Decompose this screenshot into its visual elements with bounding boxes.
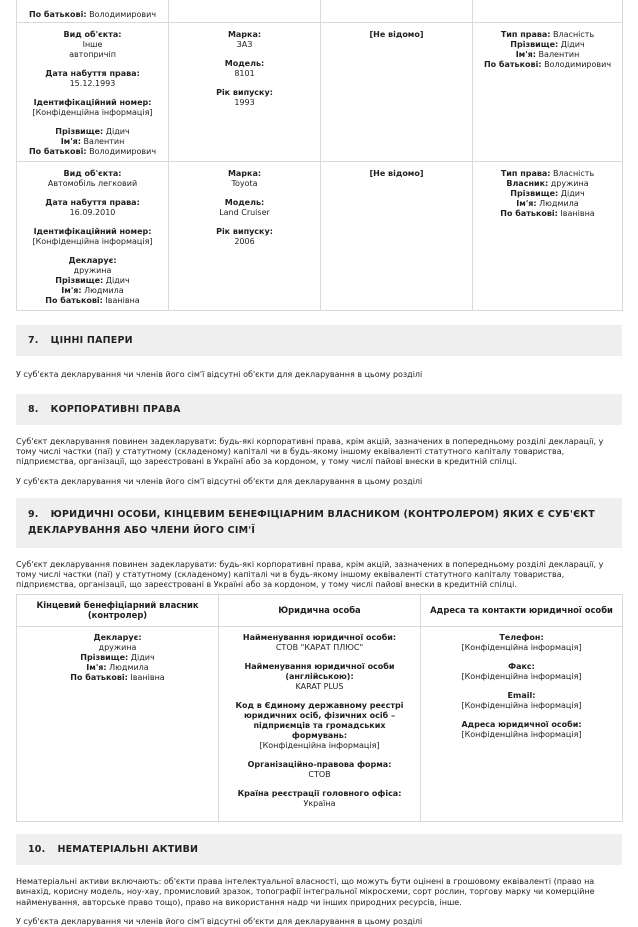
field-label: Дата набуття права: xyxy=(45,198,140,207)
field-value: дружина xyxy=(98,642,137,652)
vehicle-cell xyxy=(169,162,321,311)
field-value: 8101 xyxy=(234,69,255,78)
rights-field: Прізвище: Дідич xyxy=(510,189,585,198)
section-10-intro: Нематеріальні активи включають: об'єкти права інтелектуальної власності, що можуть бути оцінені в грошовому еквіваленті (право на винахід, корисну модель, ноу-хау, промисловий зразок, топографії інтегральної мікросхеми, сорт рослин, торгову марку чи комерційне найменування, авторське право тощо), право на використання надр чи інших природних ресурсів, інше. xyxy=(16,876,595,907)
person-field: Прізвище: Дідич xyxy=(80,652,155,662)
rights-field: Ім'я: Валентин xyxy=(515,50,580,59)
field-label: Код в Єдиному державному реєстрі юридичних осіб, фізичних осіб – підприємців та громадських формувань: xyxy=(235,700,404,740)
field-value: [Конфіденційна інформація] xyxy=(32,237,153,246)
field-label: Організаційно-правова форма: xyxy=(247,759,392,769)
field-label: Модель: xyxy=(224,59,265,68)
vehicle-cell xyxy=(169,23,321,162)
field-label: Вид об'єкта: xyxy=(63,30,122,39)
rights-cell xyxy=(473,162,623,311)
field-value: ЗАЗ xyxy=(236,40,253,49)
person-field: По батькові: Іванівна xyxy=(45,296,140,305)
field-value: дружина xyxy=(73,266,112,275)
field-value: СТОВ xyxy=(308,769,331,779)
section-7-text: У суб'єкта декларування чи членів його сім'ї відсутні об'єкти для декларування в цьому розділі xyxy=(16,370,423,380)
field-value: 16.09.2010 xyxy=(69,208,116,217)
section-10-header xyxy=(16,834,622,865)
cost-cell: [Не відомо] xyxy=(321,162,473,311)
table-row xyxy=(17,162,623,311)
field-value: Land Cruiser xyxy=(219,208,270,217)
table-row xyxy=(17,23,623,162)
field-value: Інше xyxy=(82,40,103,49)
object-cell xyxy=(17,23,169,162)
carry-over-cell xyxy=(17,0,169,23)
field-label: Телефон: xyxy=(499,632,544,642)
person-field: Прізвище: Дідич xyxy=(55,127,130,136)
rights-field: Власник: дружина xyxy=(506,179,589,188)
field-label: Email: xyxy=(507,690,536,700)
field-value: KARAT PLUS xyxy=(295,681,344,691)
section-10-text: У суб'єкта декларування чи членів його сім'ї відсутні об'єкти для декларування в цьому розділі xyxy=(16,917,423,926)
field-value: [Конфіденційна інформація] xyxy=(461,729,582,739)
section-title: ЦІННІ ПАПЕРИ xyxy=(50,335,133,346)
vehicles-table xyxy=(16,0,623,311)
field-label: По батькові: xyxy=(28,10,87,19)
person-field: Ім'я: Валентин xyxy=(60,137,125,146)
field-label: Модель: xyxy=(224,198,265,207)
beneficial-owner-table xyxy=(16,594,623,822)
field-label: Рік випуску: xyxy=(216,227,273,236)
field-value: [Конфіденційна інформація] xyxy=(461,671,582,681)
field-value: Україна xyxy=(303,798,336,808)
field-label: Декларує: xyxy=(68,256,117,265)
field-value: автопричіп xyxy=(69,50,116,59)
person-field: Ім'я: Людмила xyxy=(61,286,124,295)
field-label: Ідентифікаційний номер: xyxy=(33,98,152,107)
field-value: [Конфіденційна інформація] xyxy=(32,108,153,117)
table-row xyxy=(17,626,623,821)
rights-field: Ім'я: Людмила xyxy=(516,199,579,208)
person-field: По батькові: Іванівна xyxy=(70,672,165,682)
section-title: НЕМАТЕРІАЛЬНІ АКТИВИ xyxy=(57,843,199,855)
rights-field: Прізвище: Дідич xyxy=(510,40,585,49)
section-number: 10. xyxy=(28,843,46,855)
field-value: 2006 xyxy=(234,237,255,246)
section-number: 8. xyxy=(28,403,39,415)
section-8-text: У суб'єкта декларування чи членів його сім'ї відсутні об'єкти для декларування в цьому розділі xyxy=(16,476,423,486)
field-label: Найменування юридичної особи: xyxy=(242,632,397,642)
field-value: СТОВ "КАРАТ ПЛЮС" xyxy=(275,642,364,652)
rights-field: Тип права: Власність xyxy=(500,169,595,178)
contacts-cell xyxy=(421,626,623,821)
field-value: Володимирович xyxy=(89,10,157,19)
rights-field: По батькові: Іванівна xyxy=(500,209,595,218)
field-value: [Конфіденційна інформація] xyxy=(461,642,582,652)
field-label: Найменування юридичної особи (англійською): xyxy=(244,661,395,681)
field-label: Адреса юридичної особи: xyxy=(461,719,582,729)
section-number: 9. xyxy=(28,509,39,521)
section-7-header xyxy=(16,325,622,356)
field-value: [Конфіденційна інформація] xyxy=(461,700,582,710)
owner-cell xyxy=(17,626,219,821)
person-field: Прізвище: Дідич xyxy=(55,276,130,285)
person-field: Ім'я: Людмила xyxy=(86,662,149,672)
column-header: Адреса та контакти юридичної особи xyxy=(421,594,623,626)
section-number: 7. xyxy=(28,335,39,346)
entity-cell xyxy=(219,626,421,821)
field-label: Марка: xyxy=(227,169,262,178)
field-label: Ідентифікаційний номер: xyxy=(33,227,152,236)
section-8-header xyxy=(16,394,622,425)
field-label: Рік випуску: xyxy=(216,88,273,97)
field-label: Країна реєстрації головного офіса: xyxy=(237,788,402,798)
field-label: Дата набуття права: xyxy=(45,69,140,78)
cost-cell: [Не відомо] xyxy=(321,23,473,162)
section-title: ЮРИДИЧНІ ОСОБИ, КІНЦЕВИМ БЕНЕФІЦІАРНИМ ВЛАСНИКОМ (КОНТРОЛЕРОМ) ЯКИХ Є СУБ'ЄКТ ДЕКЛАРУВАННЯ АБО ЧЛЕНИ ЙОГО СІМ'Ї xyxy=(28,509,595,537)
section-9-intro: Суб'єкт декларування повинен задекларувати: будь-які корпоративні права, крім акцій, зазначених в попередньому розділі декларації, у тому числі частки (паї) у статутному (складеному) капіталі чи в будь-якому іншому еквіваленті статутного капіталу товариства, підприємства, організації, що зареєстровані в Україні або за кордоном, у тому числі пайові внески в кредитній спілці. xyxy=(16,559,604,590)
field-value: [Конфіденційна інформація] xyxy=(259,740,380,750)
field-label: Декларує: xyxy=(93,632,142,642)
field-label: Марка: xyxy=(227,30,262,39)
section-8-intro: Суб'єкт декларування повинен задекларувати: будь-які корпоративні права, крім акцій, зазначених в попередньому розділі декларації, у тому числі частки (паї) у статутному (складеному) капіталі чи в будь-якому іншому еквіваленті статутного капіталу товариства, підприємства, організації, що зареєстровані в Україні або за кордоном, у тому числі пайові внески в кредитній спілці. xyxy=(16,436,604,467)
table-row xyxy=(17,0,623,23)
field-value: Toyota xyxy=(231,179,258,188)
field-value: Автомобіль легковий xyxy=(47,179,138,188)
field-value: 1993 xyxy=(234,98,255,107)
section-9-header xyxy=(16,498,622,547)
rights-field: Тип права: Власність xyxy=(500,30,595,39)
column-header: Кінцевий бенефіціарний власник (контролер) xyxy=(17,594,219,626)
field-label: Вид об'єкта: xyxy=(63,169,122,178)
object-cell xyxy=(17,162,169,311)
section-title: КОРПОРАТИВНІ ПРАВА xyxy=(50,403,181,415)
table-header-row xyxy=(17,594,623,626)
rights-cell xyxy=(473,23,623,162)
declaration-page xyxy=(16,0,622,927)
field-label: Факс: xyxy=(508,661,535,671)
rights-field: По батькові: Володимирович xyxy=(483,60,612,69)
person-field: По батькові: Володимирович xyxy=(28,147,157,156)
column-header: Юридична особа xyxy=(219,594,421,626)
field-value: 15.12.1993 xyxy=(69,79,116,88)
